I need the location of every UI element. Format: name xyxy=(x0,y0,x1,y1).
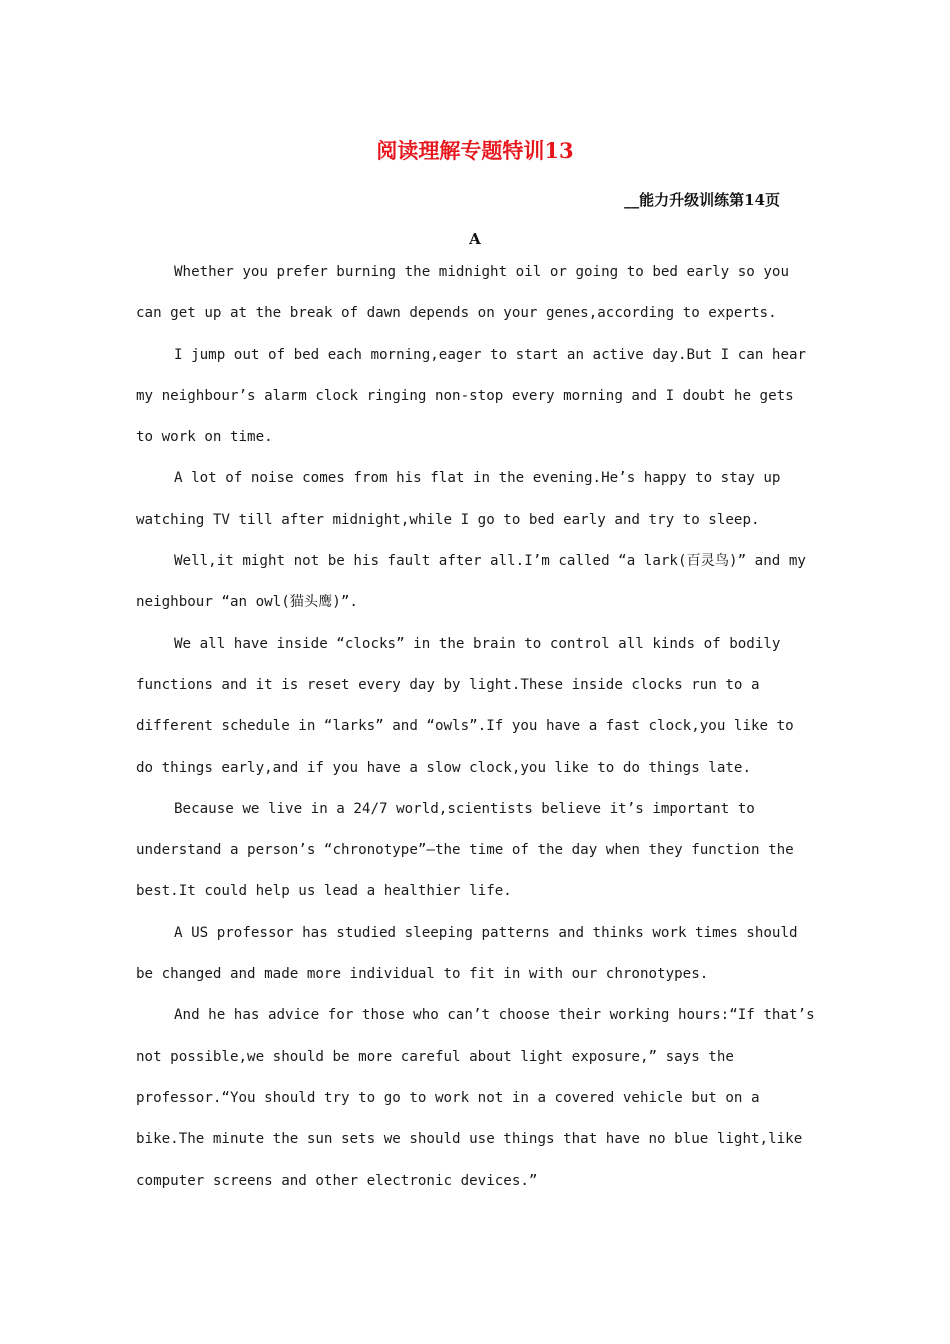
paragraph-1: Whether you prefer burning the midnight oil or going to bed early so you can get up at the break of dawn depends on your genes,according to experts. xyxy=(136,264,789,322)
paragraph-6: Because we live in a 24/7 world,scientists believe it’s important to understand a person’s “chronotype”—the time of the day when they function the best.It could help us lead a healthier life. xyxy=(136,800,794,900)
paragraph-8: And he has advice for those who can’t choose their working hours:“If that’s not possible,we should be more careful about light exposure,” says the professor.“You should try to go to work not in a covered vehicle but on a bike.The minute the sun sets we should use things that have no blue light,like computer screens and other electronic devices.” xyxy=(136,1007,815,1189)
paragraph-5: We all have inside “clocks” in the brain to control all kinds of bodily functions and it is reset every day by light.These inside clocks run to a different schedule in “larks” and “owls”.If you have a fast clock,you like to do things early,and if you have a slow clock,you like to do things late. xyxy=(136,635,794,776)
page-title: 阅读理解专题特训13 xyxy=(376,138,574,163)
paragraph-7: A US professor has studied sleeping patterns and thinks work times should be changed and made more individual to fit in with our chronotypes. xyxy=(136,924,798,983)
article-body xyxy=(136,252,816,1202)
paragraph-3: A lot of noise comes from his flat in the evening.He’s happy to stay up watching TV till after midnight,while I go to bed early and try to sleep. xyxy=(136,470,781,528)
page-subtitle: __能力升级训练第14页 xyxy=(624,191,780,209)
paragraph-4: Well,it might not be his fault after all.I’m called “a lark(百灵鸟)” and my neighbour “an owl(猫头鹰)”. xyxy=(136,553,806,611)
paragraph-2: I jump out of bed each morning,eager to start an active day.But I can hear my neighbour’s alarm clock ringing non-stop every morning and I doubt he gets to work on time. xyxy=(136,346,807,446)
section-label: A xyxy=(469,230,481,248)
